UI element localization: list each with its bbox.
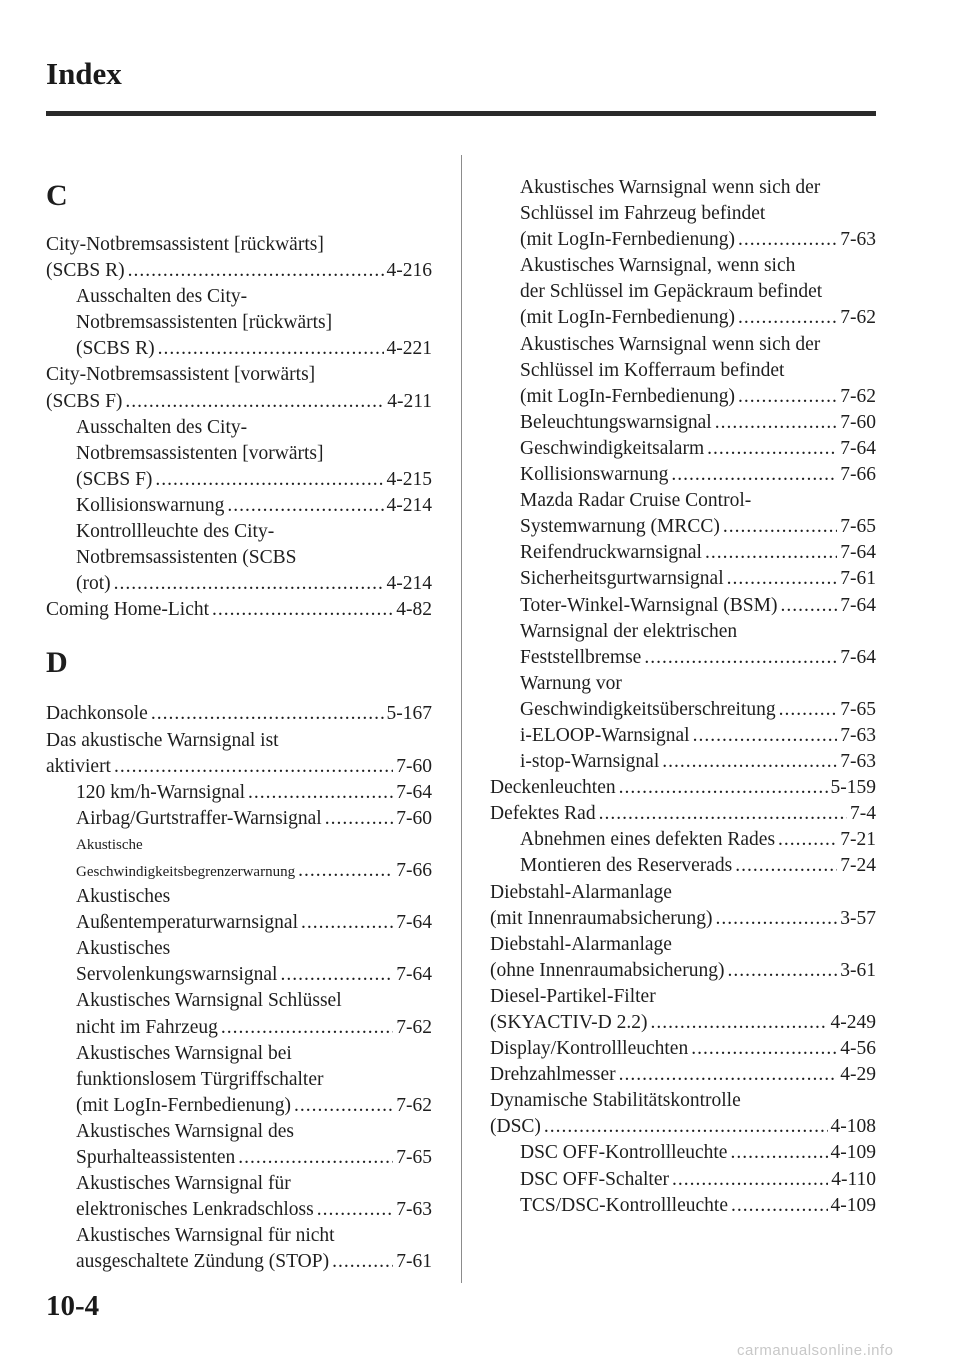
index-subentry: Ausschalten des City- [76,286,248,308]
index-subentry: Akustisches Warnsignal wenn sich der [520,177,821,198]
right-column [490,175,876,1219]
index-subentry: Notbremsassistenten [vorwärts] [76,442,324,464]
index-entry: Drehzahlmesser ..... 4-29 [490,1062,876,1088]
page-ref[interactable]: 7-66 [396,859,432,881]
index-subentry: Akustisches Warnsignal für nicht [76,1225,335,1247]
page-ref[interactable]: 4-29 [840,1064,876,1086]
section-letter-c: C [46,179,68,212]
index-subentry: Ausschalten des City- [76,416,248,438]
column-divider [461,155,462,1283]
index-entry: (mit Innenraumabsicherung) ..... 3-57 [490,906,876,932]
index-subentry: funktionslosem Türgriffschalter [76,1068,324,1090]
index-subentry: DSC OFF-Schalter ..... 4-110 [490,1167,876,1193]
index-subentry: elektronisches Lenkradschloss ..... 7-63 [46,1197,432,1223]
page-ref[interactable]: 7-64 [840,437,876,459]
page-ref[interactable]: 7-21 [840,829,876,851]
index-subentry: (mit LogIn-Fernbedienung) ..... 7-63 [490,227,876,253]
index-subentry: Reifendruckwarnsignal ..... 7-64 [490,540,876,566]
page-ref[interactable]: 7-60 [840,411,876,433]
page-ref[interactable]: 4-108 [830,1116,876,1138]
index-subentry: (mit LogIn-Fernbedienung) ..... 7-62 [46,1093,432,1119]
index-subentry: Abnehmen eines defekten Rades ..... 7-21 [490,827,876,853]
index-subentry: Akustisches Warnsignal bei [76,1042,292,1064]
index-subentry: Notbremsassistenten (SCBS [76,547,297,569]
index-subentry: Toter-Winkel-Warnsignal (BSM) ..... 7-64 [490,593,876,619]
page-ref[interactable]: 5-167 [386,703,432,725]
index-subentry: Kontrollleuchte des City- [76,521,275,543]
index-subentry: Geschwindigkeitsalarm ..... 7-64 [490,436,876,462]
index-entry: (SKYACTIV-D 2.2) ..... 4-249 [490,1010,876,1036]
page-ref[interactable]: 7-61 [396,1251,432,1273]
section-letter-d: D [46,646,68,680]
index-subentry: Geschwindigkeitsbegrenzerwarnung ..... 7-66 [46,858,432,884]
index-entry: Coming Home-Licht ..... 4-82 [46,597,432,623]
index-subentry: Kollisionswarnung ..... 7-66 [490,462,876,488]
index-subentry: (SCBS R) ..... 4-221 [46,336,432,362]
index-subentry: Schlüssel im Fahrzeug befindet [520,203,766,225]
index-subentry: Spurhalteassistenten ..... 7-65 [46,1145,432,1171]
page-ref[interactable]: 4-211 [387,390,432,412]
page-ref[interactable]: 7-4 [850,803,876,825]
index-entry: Deckenleuchten ..... 5-159 [490,775,876,801]
index-subentry: Akustisches Warnsignal, wenn sich [520,255,796,277]
page-ref[interactable]: 7-64 [396,912,432,934]
index-subentry: Außentemperaturwarnsignal ..... 7-64 [46,910,432,936]
left-column [46,178,432,1275]
page-ref[interactable]: 7-60 [396,755,432,777]
index-entry: Dynamische Stabilitätskontrolle [490,1090,741,1112]
page-ref[interactable]: 7-64 [840,594,876,616]
index-entry: aktiviert ..... 7-60 [46,754,432,780]
index-entry: (DSC) ..... 4-108 [490,1114,876,1140]
page-ref[interactable]: 4-110 [831,1168,876,1190]
page-ref[interactable]: 3-57 [840,907,876,929]
index-entry: (SCBS R) ..... 4-216 [46,258,432,284]
page-number: 10-4 [46,1290,100,1322]
index-subentry: Feststellbremse ..... 7-64 [490,645,876,671]
page-ref[interactable]: 4-214 [386,573,432,595]
index-subentry: i-ELOOP-Warnsignal ..... 7-63 [490,723,876,749]
index-subentry: Akustisches Warnsignal Schlüssel [76,990,342,1012]
index-subentry: Beleuchtungswarnsignal ..... 7-60 [490,410,876,436]
index-entry: Das akustische Warnsignal ist [46,729,279,751]
index-subentry: Warnsignal der elektrischen [520,620,738,642]
index-subentry: Akustisches [76,886,171,908]
page-ref[interactable]: 5-159 [830,777,876,799]
index-subentry: Warnung vor [520,672,622,694]
page-ref[interactable]: 7-63 [840,751,876,773]
index-entry: City-Notbremsassistent [rückwärts] [46,234,324,255]
page-ref[interactable]: 7-64 [396,781,432,803]
page-ref[interactable]: 4-109 [830,1194,876,1216]
index-subentry: ausgeschaltete Zündung (STOP) ..... 7-61 [46,1249,432,1275]
index-subentry: Airbag/Gurtstraffer-Warnsignal ..... 7-60 [46,806,432,832]
title-rule [46,111,876,116]
index-subentry: TCS/DSC-Kontrollleuchte ..... 4-109 [490,1193,876,1219]
page-ref[interactable]: 7-62 [840,385,876,407]
index-subentry: Akustisches Warnsignal des [76,1120,294,1142]
index-subentry: Sicherheitsgurtwarnsignal ..... 7-61 [490,566,876,592]
page-ref[interactable]: 3-61 [840,959,876,981]
index-subentry: Akustisches Warnsignal für [76,1173,291,1195]
page-ref[interactable]: 7-65 [396,1147,432,1168]
page-ref[interactable]: 7-64 [840,646,876,668]
index-subentry: Servolenkungswarnsignal ..... 7-64 [46,962,432,988]
index-subentry: (SCBS F) ..... 4-215 [46,467,432,493]
page-ref[interactable]: 7-61 [840,568,876,590]
index-subentry: Akustisches [76,938,171,960]
index-entry: (SCBS F) ..... 4-211 [46,389,432,415]
index-entry: City-Notbremsassistent [vorwärts] [46,364,316,386]
index-subentry: der Schlüssel im Gepäckraum befindet [520,281,823,303]
index-entry: Dachkonsole ..... 5-167 [46,701,432,727]
page-ref[interactable]: 4-56 [840,1038,876,1060]
index-entry: Diebstahl-Alarmanlage [490,933,672,955]
page-ref[interactable]: 7-64 [840,542,876,564]
index-subentry: (rot) ..... 4-214 [46,571,432,597]
index-entry: Display/Kontrollleuchten ..... 4-56 [490,1036,876,1062]
index-subentry: (mit LogIn-Fernbedienung) ..... 7-62 [490,384,876,410]
page-ref[interactable]: 7-60 [396,807,432,829]
page-ref[interactable]: 7-63 [840,724,876,746]
index-entry: (ohne Innenraumabsicherung) ..... 3-61 [490,958,876,984]
index-subentry: Akustisches Warnsignal wenn sich der [520,333,821,355]
index-subentry: Akustische [76,836,143,853]
index-subentry: i-stop-Warnsignal ..... 7-63 [490,749,876,775]
page-ref[interactable]: 7-63 [396,1199,432,1221]
page-ref[interactable]: 7-63 [840,229,876,251]
page-ref[interactable]: 4-214 [386,494,432,516]
page-ref[interactable]: 7-24 [840,855,876,877]
index-subentry: Kollisionswarnung ..... 4-214 [46,493,432,519]
page-ref[interactable]: 7-62 [396,1094,432,1116]
page-ref[interactable]: 7-66 [840,464,876,486]
index-subentry: Geschwindigkeitsüberschreitung ..... 7-65 [490,697,876,723]
index-subentry: Montieren des Reserverads ..... 7-24 [490,853,876,879]
index-entry: Defektes Rad ..... 7-4 [490,801,876,827]
index-subentry: Systemwarnung (MRCC) ..... 7-65 [490,514,876,540]
index-entry: Diebstahl-Alarmanlage [490,881,672,903]
index-entry: Diesel-Partikel-Filter [490,985,656,1007]
index-subentry: Schlüssel im Kofferraum befindet [520,359,785,381]
page-ref[interactable]: 4-215 [386,468,432,490]
index-subentry: Mazda Radar Cruise Control- [520,490,752,512]
page-ref[interactable]: 4-249 [830,1012,876,1033]
page-ref[interactable]: 4-82 [396,599,432,621]
watermark: carmanualsonline.info [737,1342,894,1359]
page-ref[interactable]: 4-109 [830,1142,876,1164]
page-ref[interactable]: 7-62 [840,307,876,329]
page-ref[interactable]: 7-65 [840,698,876,720]
page-ref[interactable]: 7-64 [396,964,432,986]
page-ref[interactable]: 7-65 [840,516,876,538]
index-subentry: nicht im Fahrzeug ..... 7-62 [46,1015,432,1041]
index-subentry: DSC OFF-Kontrollleuchte ..... 4-109 [490,1140,876,1166]
page-ref[interactable]: 7-62 [396,1016,432,1038]
index-subentry: Notbremsassistenten [rückwärts] [76,312,333,334]
page-ref[interactable]: 4-216 [386,260,432,282]
page-ref[interactable]: 4-221 [386,338,432,360]
page-title: Index [46,56,122,91]
index-subentry: (mit LogIn-Fernbedienung) ..... 7-62 [490,305,876,331]
index-subentry: 120 km/h-Warnsignal ..... 7-64 [46,780,432,806]
